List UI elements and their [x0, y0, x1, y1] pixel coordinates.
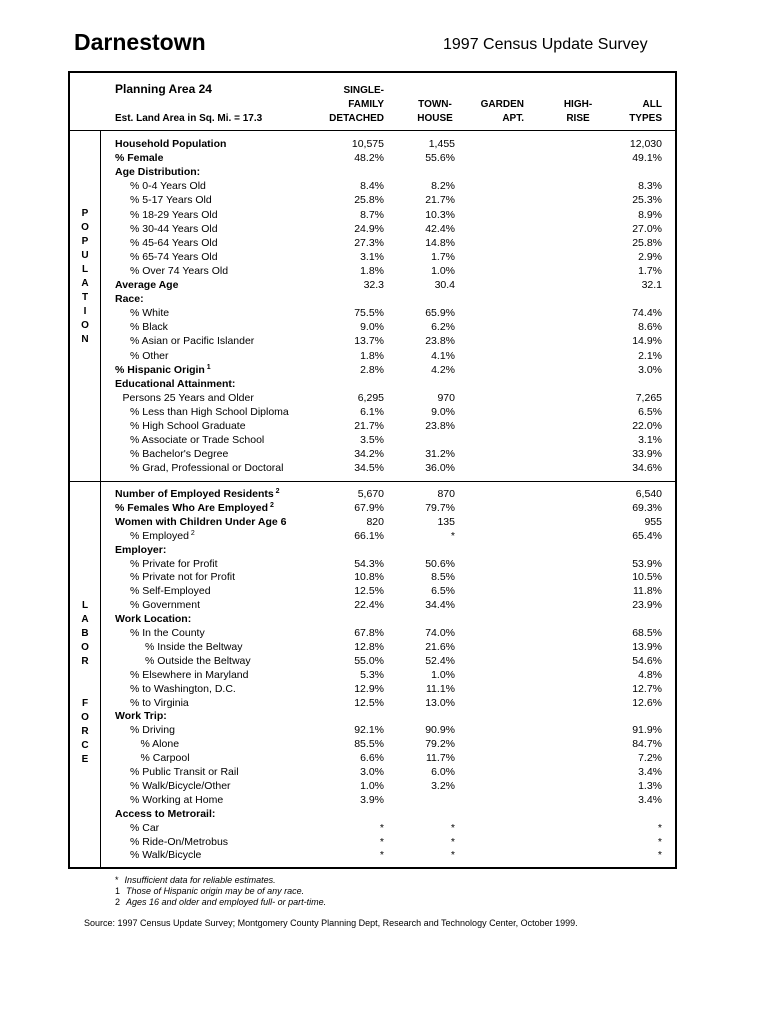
- row-label: Race:: [115, 293, 144, 306]
- row-value: 53.9%: [632, 557, 662, 570]
- footnote-text: Insufficient data for reliable estimates.: [124, 875, 276, 885]
- row-value: 6,295: [357, 391, 384, 404]
- row-value: 31.2%: [425, 448, 455, 461]
- row-value: 66.1%: [354, 529, 384, 542]
- row-value: 10,575: [351, 138, 384, 150]
- row-value: 68.5%: [632, 627, 662, 639]
- row-value: *: [379, 849, 384, 862]
- side-label-letter: P: [81, 236, 89, 247]
- table-row: [0, 570, 768, 584]
- row-value: 21.7%: [425, 194, 455, 207]
- column-header-townhouse: TOWN- HOUSE: [417, 99, 453, 124]
- table-row: [0, 807, 768, 821]
- row-value: 970: [437, 391, 455, 404]
- row-value: 24.9%: [354, 222, 384, 235]
- row-label: Work Location:: [115, 613, 192, 626]
- row-value: 12.6%: [632, 696, 662, 709]
- table-row: [0, 377, 768, 391]
- row-value: 820: [366, 515, 384, 528]
- table-row: [0, 349, 768, 363]
- table-row: [0, 821, 768, 835]
- row-value: 79.7%: [425, 501, 455, 514]
- table-row: [0, 179, 768, 193]
- row-value: 23.9%: [632, 599, 662, 612]
- table-row: [0, 848, 768, 862]
- row-label: % Females Who Are Employed $^2$: [115, 501, 274, 514]
- row-label: % Driving: [130, 724, 175, 737]
- row-label: % Private not for Profit: [130, 571, 236, 584]
- row-value: 8.9%: [638, 208, 662, 221]
- side-label-letter: A: [81, 614, 89, 625]
- row-value: *: [379, 821, 384, 834]
- row-value: 5.3%: [360, 668, 384, 681]
- table-row: [0, 557, 768, 571]
- row-value: 27.3%: [354, 236, 384, 249]
- row-value: 1.0%: [431, 668, 455, 681]
- row-value: 1.0%: [360, 779, 384, 792]
- row-label: Educational Attainment:: [115, 377, 236, 390]
- row-value: 4.8%: [638, 668, 662, 681]
- row-value: 6.5%: [431, 585, 455, 598]
- row-value: 2.1%: [638, 349, 662, 362]
- table-row: [0, 278, 768, 292]
- row-label: % Elsewhere in Maryland: [130, 668, 249, 681]
- row-label: % Bachelor's Degree: [130, 448, 229, 461]
- row-value: 12,030: [629, 138, 662, 150]
- row-value: 49.1%: [632, 152, 662, 165]
- side-label-letter: R: [81, 726, 89, 737]
- row-value: 34.5%: [354, 462, 384, 475]
- row-label: % Hispanic Origin $^1$: [115, 363, 211, 376]
- column-header-single-family: SINGLE- FAMILY DETACHED: [329, 85, 384, 124]
- row-label: % Female: [115, 152, 164, 165]
- row-value: 3.5%: [360, 434, 384, 447]
- row-label: Employer:: [115, 543, 167, 556]
- row-value: 3.9%: [360, 793, 384, 806]
- row-label: % Car: [130, 821, 160, 834]
- row-value: 1.8%: [360, 349, 384, 362]
- row-value: 10.3%: [425, 208, 455, 221]
- table-row: [0, 696, 768, 710]
- row-value: 3.1%: [360, 250, 384, 263]
- row-label: % 65-74 Years Old: [130, 250, 218, 263]
- row-label: % 0-4 Years Old: [130, 180, 206, 193]
- row-value: 8.4%: [360, 180, 384, 193]
- row-value: 10.5%: [632, 571, 662, 584]
- row-value: 74.4%: [632, 307, 662, 320]
- row-value: 13.0%: [425, 696, 455, 709]
- row-label: Access to Metrorail:: [115, 807, 216, 820]
- side-label-letter: O: [81, 320, 89, 331]
- row-value: 21.6%: [425, 640, 455, 653]
- row-value: 12.5%: [354, 585, 384, 598]
- table-row: [0, 835, 768, 849]
- row-value: 13.9%: [632, 640, 662, 653]
- row-label: % In the County: [130, 627, 205, 639]
- row-value: 90.9%: [425, 724, 455, 737]
- table-row: [0, 165, 768, 179]
- side-label-letter: I: [83, 306, 87, 317]
- column-header-high-rise: HIGH- RISE: [563, 99, 593, 124]
- row-label: % 45-64 Years Old: [130, 236, 218, 249]
- row-label: % Inside the Beltway: [145, 640, 243, 653]
- row-value: 2.9%: [638, 250, 662, 263]
- footnote-marker: 1: [204, 363, 211, 371]
- side-label-letter: O: [81, 222, 89, 233]
- footnote: [115, 875, 276, 885]
- row-value: 50.6%: [425, 557, 455, 570]
- table-row: [0, 222, 768, 236]
- row-value: *: [450, 849, 455, 862]
- row-value: *: [657, 835, 662, 848]
- table-row: [0, 447, 768, 461]
- row-label: % Ride-On/Metrobus: [130, 835, 229, 848]
- column-header-all-types: ALL TYPES: [629, 99, 662, 124]
- table-row: [0, 682, 768, 696]
- row-value: 8.3%: [638, 180, 662, 193]
- table-row: [0, 529, 768, 543]
- row-value: 955: [644, 515, 662, 528]
- side-label-letter: A: [81, 278, 89, 289]
- row-value: 1.0%: [431, 264, 455, 277]
- row-label: % Working at Home: [130, 793, 224, 806]
- row-value: 10.8%: [354, 571, 384, 584]
- side-label-letter: L: [81, 264, 89, 275]
- table-row: [0, 320, 768, 334]
- side-label-letter: U: [81, 250, 89, 261]
- row-value: 7,265: [635, 391, 662, 404]
- row-label: Number of Employed Residents $^2$: [115, 488, 280, 500]
- footnote-marker: 2: [188, 529, 195, 537]
- row-value: 6.1%: [360, 405, 384, 418]
- row-value: *: [379, 835, 384, 848]
- row-value: 2.8%: [360, 363, 384, 376]
- table-row: [0, 515, 768, 529]
- row-value: 74.0%: [425, 627, 455, 639]
- row-value: 33.9%: [632, 448, 662, 461]
- row-value: 22.4%: [354, 599, 384, 612]
- row-value: 25.8%: [632, 236, 662, 249]
- row-value: 13.7%: [354, 335, 384, 348]
- row-value: 42.4%: [425, 222, 455, 235]
- row-value: 3.4%: [638, 766, 662, 778]
- row-label: % 18-29 Years Old: [130, 208, 218, 221]
- row-label: % Grad, Professional or Doctoral: [130, 462, 284, 475]
- row-value: 25.3%: [632, 194, 662, 207]
- survey-title: 1997 Census Update Survey: [443, 36, 648, 53]
- row-label: % Other: [130, 349, 169, 362]
- row-value: 75.5%: [354, 307, 384, 320]
- table-row: [0, 668, 768, 682]
- row-label: Work Trip:: [115, 710, 167, 723]
- row-label: % Private for Profit: [130, 557, 218, 570]
- row-value: 55.6%: [425, 152, 455, 165]
- row-value: 14.9%: [632, 335, 662, 348]
- row-value: 92.1%: [354, 724, 384, 737]
- row-value: 32.3: [363, 279, 384, 291]
- page-title: Darnestown: [74, 29, 206, 55]
- row-label: Average Age: [115, 279, 179, 291]
- row-label: % Walk/Bicycle/Other: [130, 779, 231, 792]
- table-row: [0, 306, 768, 320]
- row-value: 3.1%: [638, 434, 662, 447]
- row-label: % Associate or Trade School: [130, 434, 265, 447]
- table-row: [0, 264, 768, 278]
- row-label: % High School Graduate: [130, 420, 246, 432]
- table-row: [0, 363, 768, 377]
- row-value: 11.8%: [633, 585, 662, 598]
- row-value: 870: [437, 488, 455, 500]
- side-label-letter: N: [81, 334, 89, 345]
- table-row: [0, 405, 768, 419]
- table-row: [0, 501, 768, 515]
- table-row: [0, 640, 768, 654]
- row-value: *: [657, 821, 662, 834]
- row-value: 12.9%: [354, 682, 384, 695]
- row-value: 3.0%: [360, 766, 384, 778]
- side-label-letter: P: [81, 208, 89, 219]
- table-row: [0, 208, 768, 222]
- row-value: 1.8%: [360, 264, 384, 277]
- row-value: 1.3%: [638, 779, 662, 792]
- row-value: 79.2%: [425, 738, 455, 751]
- row-value: 91.9%: [632, 724, 662, 737]
- table-row: [0, 765, 768, 779]
- row-value: 27.0%: [632, 222, 662, 235]
- row-value: 9.0%: [360, 321, 384, 334]
- row-value: 32.1: [641, 279, 662, 291]
- side-label-letter: R: [81, 656, 89, 667]
- row-label: % Alone: [140, 738, 180, 751]
- side-label-letter: T: [81, 292, 89, 303]
- header-divider: [69, 130, 676, 131]
- row-label: % Government: [130, 599, 201, 612]
- row-value: 8.6%: [638, 321, 662, 334]
- row-value: 3.2%: [431, 779, 455, 792]
- row-label: % Public Transit or Rail: [130, 766, 239, 778]
- row-value: 52.4%: [425, 654, 455, 667]
- row-value: 48.2%: [354, 152, 384, 165]
- row-label: % Walk/Bicycle: [130, 849, 202, 862]
- table-row: [0, 793, 768, 807]
- row-value: 34.6%: [632, 462, 662, 475]
- row-value: 54.3%: [354, 557, 384, 570]
- row-value: 14.8%: [425, 236, 455, 249]
- row-value: *: [450, 835, 455, 848]
- row-value: 54.6%: [632, 654, 662, 667]
- row-label: % Black: [130, 321, 168, 334]
- row-value: 69.3%: [632, 501, 662, 514]
- row-value: 6.5%: [638, 405, 662, 418]
- row-value: 23.8%: [425, 420, 455, 432]
- land-area: Est. Land Area in Sq. Mi. = 17.3: [115, 113, 263, 124]
- row-label: % Self-Employed: [130, 585, 211, 598]
- row-value: 6.2%: [431, 321, 455, 334]
- footnote-mark: 2: [115, 897, 121, 907]
- table-row: [0, 391, 768, 405]
- side-label-letter: O: [81, 642, 89, 653]
- table-row: [0, 137, 768, 151]
- side-label-letter: L: [81, 600, 89, 611]
- side-label-letter: F: [81, 698, 89, 709]
- row-label: % Less than High School Diploma: [130, 405, 289, 418]
- row-label: % Outside the Beltway: [145, 654, 251, 667]
- row-value: 36.0%: [425, 462, 455, 475]
- table-row: [0, 598, 768, 612]
- row-value: 25.8%: [354, 194, 384, 207]
- row-label: Household Population: [115, 138, 227, 150]
- row-value: 21.7%: [354, 420, 384, 432]
- table-row: [0, 334, 768, 348]
- row-value: 85.5%: [354, 738, 384, 751]
- row-label: % to Washington, D.C.: [130, 682, 236, 695]
- side-label-letter: C: [81, 740, 89, 751]
- row-value: 5,670: [357, 488, 384, 500]
- row-value: 12.8%: [354, 640, 384, 653]
- row-value: 8.5%: [431, 571, 455, 584]
- row-label: % to Virginia: [130, 696, 189, 709]
- table-row: [0, 737, 768, 751]
- row-value: 65.9%: [425, 307, 455, 320]
- row-value: 9.0%: [431, 405, 455, 418]
- table-row: [0, 751, 768, 765]
- row-value: 4.2%: [431, 363, 455, 376]
- table-row: [0, 626, 768, 640]
- table-row: [0, 151, 768, 165]
- row-value: *: [450, 821, 455, 834]
- row-label: % Carpool: [140, 752, 190, 765]
- row-label: % 30-44 Years Old: [130, 222, 218, 235]
- row-label: % Employed $^2$: [130, 529, 195, 542]
- side-label-letter: B: [81, 628, 89, 639]
- row-label: Age Distribution:: [115, 166, 201, 179]
- side-label-letter: O: [81, 712, 89, 723]
- footnote-marker: 2: [268, 501, 274, 509]
- table-row: [0, 461, 768, 475]
- table-row: [0, 779, 768, 793]
- table-row: [0, 236, 768, 250]
- table-row: [0, 419, 768, 433]
- row-label: % Over 74 Years Old: [130, 264, 229, 277]
- table-row: [0, 193, 768, 207]
- table-row: [0, 292, 768, 306]
- row-label: Persons 25 Years and Older: [122, 391, 254, 404]
- row-value: 3.4%: [638, 793, 662, 806]
- table-row: [0, 584, 768, 598]
- row-value: 67.8%: [354, 627, 384, 639]
- planning-area-name: Planning Area 24: [115, 82, 212, 96]
- table-row: [0, 612, 768, 626]
- row-value: 22.0%: [632, 420, 662, 432]
- row-value: 7.2%: [638, 752, 662, 765]
- row-value: 4.1%: [431, 349, 455, 362]
- row-value: 84.7%: [632, 738, 662, 751]
- footnote-text: Those of Hispanic origin may be of any race.: [126, 886, 305, 896]
- table-row: [0, 543, 768, 557]
- row-value: 8.2%: [431, 180, 455, 193]
- table-row: [0, 487, 768, 501]
- row-value: 34.4%: [425, 599, 455, 612]
- row-value: 65.4%: [632, 529, 662, 542]
- side-label-letter: E: [81, 754, 89, 765]
- footnote-mark: 1: [115, 886, 121, 896]
- row-value: 1.7%: [638, 264, 662, 277]
- row-label: Women with Children Under Age 6: [115, 515, 287, 528]
- table-row: [0, 433, 768, 447]
- source-note: Source: 1997 Census Update Survey; Montgomery County Planning Dept, Research and Technology Center, October 1999.: [84, 918, 578, 928]
- row-value: 3.0%: [638, 363, 662, 376]
- row-value: 1.7%: [431, 250, 455, 263]
- table-row: [0, 654, 768, 668]
- section-divider: [69, 481, 676, 482]
- footnote: [115, 886, 304, 896]
- row-value: 30.4: [434, 279, 455, 291]
- table-row: [0, 709, 768, 723]
- row-value: 23.8%: [425, 335, 455, 348]
- row-value: 135: [437, 515, 455, 528]
- row-value: 12.7%: [632, 682, 662, 695]
- footnote: [115, 897, 326, 907]
- row-value: *: [657, 849, 662, 862]
- row-value: *: [450, 529, 455, 542]
- column-header-garden-apt: GARDEN APT.: [480, 99, 524, 124]
- row-label: % 5-17 Years Old: [130, 194, 212, 207]
- footnote-marker: 2: [273, 488, 280, 495]
- row-value: 34.2%: [354, 448, 384, 461]
- row-value: 55.0%: [354, 654, 384, 667]
- row-value: 1,455: [428, 138, 455, 150]
- table-row: [0, 723, 768, 737]
- row-value: 67.9%: [354, 501, 384, 514]
- row-label: % White: [130, 307, 170, 320]
- row-value: 8.7%: [360, 208, 384, 221]
- row-value: 11.1%: [426, 682, 455, 695]
- footnote-text: Ages 16 and older and employed full- or part-time.: [126, 897, 327, 907]
- row-value: 11.7%: [426, 752, 455, 765]
- row-label: % Asian or Pacific Islander: [130, 335, 255, 348]
- table-row: [0, 250, 768, 264]
- row-value: 6.6%: [360, 752, 384, 765]
- footnote-mark: *: [115, 875, 119, 885]
- row-value: 6,540: [635, 488, 662, 500]
- row-value: 6.0%: [431, 766, 455, 778]
- row-value: 12.5%: [354, 696, 384, 709]
